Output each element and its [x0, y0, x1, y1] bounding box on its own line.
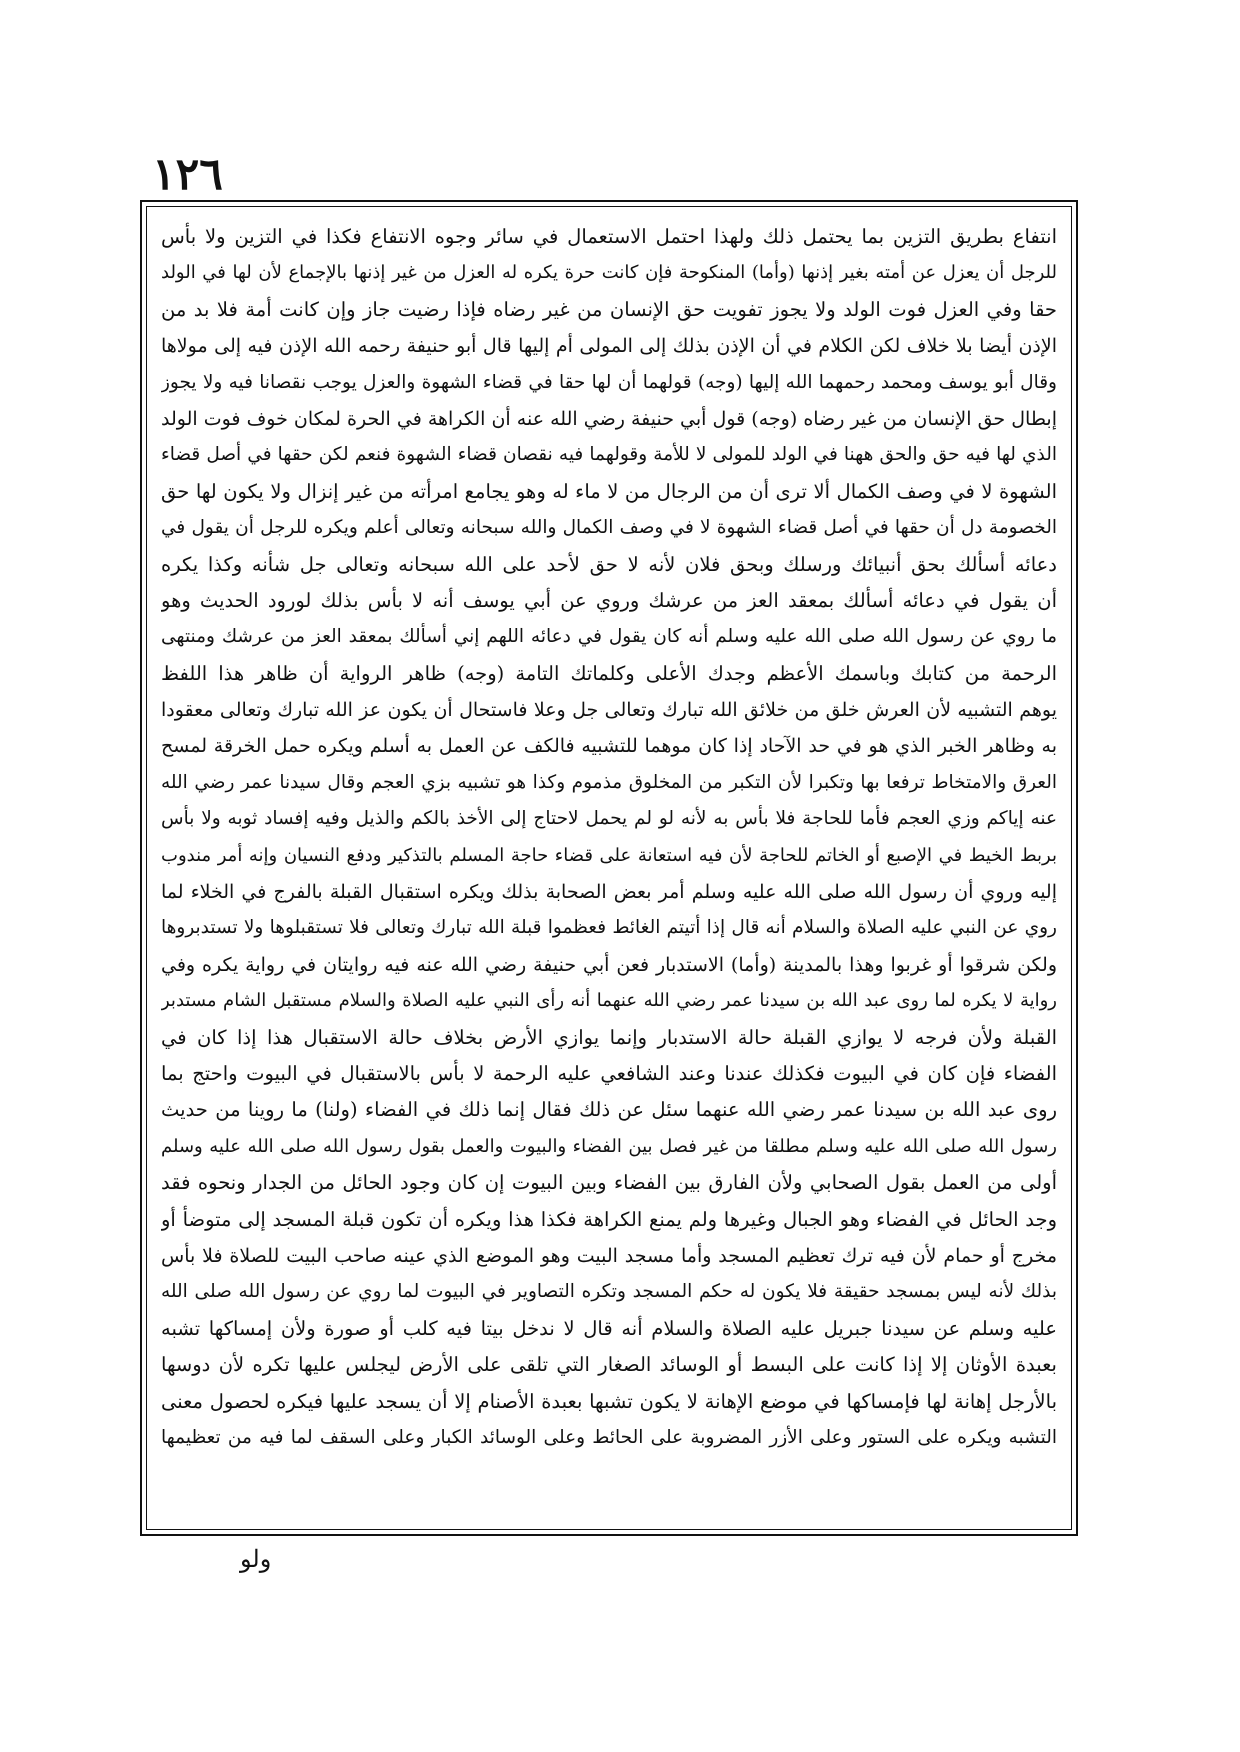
- text-line: أولى من العمل بقول الصحابي ولأن الفارق بين الفضاء وبين البيوت إن كان وجود الحائل من الجدار ونحوه فقد: [161, 1171, 1057, 1195]
- text-line: الشهوة لا في وصف الكمال ألا ترى أن من الرجال من لا ماء له وهو يجامع امرأته من غير إنزال ولا يكون لها حق: [161, 479, 1057, 503]
- text-line: بذلك لأنه ليس بمسجد حقيقة فلا يكون له حكم المسجد وتكره التصاوير في البيوت لما روي عن رسول الله صلى الله: [161, 1281, 1057, 1303]
- text-line: رسول الله صلى الله عليه وسلم مطلقا من غير فصل بين الفضاء والبيوت والعمل بقول رسول الله صلى الله عليه وسلم: [161, 1135, 1057, 1157]
- page-number: ١٢٦: [152, 149, 223, 200]
- text-line: إبطال حق الإنسان من غير رضاه (وجه) قول أبي حنيفة رضي الله عنه أن الكراهة في الحرة لمكان خوف فوت الولد: [161, 407, 1057, 430]
- text-line: للرجل أن يعزل عن أمته بغير إذنها (وأما) المنكوحة فإن كانت حرة يكره له العزل من غير إذنها بالإجماع لأن لها في الولد: [161, 262, 1057, 284]
- text-line: الخصومة دل أن حقها في أصل قضاء الشهوة لا في وصف الكمال والله سبحانه وتعالى أعلم ويكره للرجل أن يقول في: [161, 517, 1057, 539]
- text-line: إليه وروي أن رسول الله صلى الله عليه وسلم أمر بعض الصحابة بذلك ويكره استقبال القبلة بالفرج في الخلاء لما: [161, 881, 1057, 904]
- text-line: بالأرجل إهانة لها فإمساكها في موضع الإهانة لا يكون تشبها بعبدة الأصنام إلا أن يسجد عليها فيكره لحصول معنى: [161, 1389, 1057, 1413]
- text-line: روي عن النبي عليه الصلاة والسلام أنه قال إذا أتيتم الغائط فعظموا قبلة الله تبارك وتعالى فلا تستقبلوها ولا تستدبروها: [161, 917, 1057, 939]
- text-line: روى عبد الله بن سيدنا عمر رضي الله عنهما سئل عن ذلك فقال إنما ذلك في الفضاء (ولنا) ما روينا من حديث: [161, 1098, 1057, 1122]
- text-line: التشبه ويكره على الستور وعلى الأزر المضروبة على الحائط وعلى الوسائد الكبار وعلى السقف لما فيه من تعظيمها: [161, 1426, 1057, 1448]
- text-line: أن يقول في دعائه أسألك بمعقد العز من عرشك وروي عن أبي يوسف أنه لا بأس بذلك لورود الحديث وهو: [161, 588, 1057, 612]
- text-line: بربط الخيط في الإصبع أو الخاتم للحاجة لأن فيه استعانة على قضاء حاجة المسلم بالتذكير ودفع النسيان وإنه أمر مندوب: [161, 844, 1057, 866]
- text-line: الفضاء فإن كان في البيوت فكذلك عندنا وعند الشافعي عليه الرحمة لا بأس بالاستقبال في البيوت واحتج بما: [161, 1061, 1057, 1085]
- text-line: رواية لا يكره لما روى عبد الله بن سيدنا عمر رضي الله عنهما أنه رأى النبي عليه الصلاة والسلام مستقبل الشام مستدبر: [161, 990, 1057, 1012]
- main-text-body: [161, 219, 1057, 1456]
- text-line: مخرج أو حمام لأن فيه ترك تعظيم المسجد وأما مسجد البيت وهو الموضع الذي عينه صاحب البيت للصلاة فلا بأس: [161, 1244, 1057, 1267]
- catchword: ولو: [240, 1545, 272, 1573]
- text-line: العرق والامتخاط ترفعا بها وتكبرا لأن التكبر من المخلوق مذموم وكذا هو تشبيه بزي العجم وقال سيدنا عمر رضي الله: [161, 771, 1057, 793]
- text-line: انتفاع بطريق التزين بما يحتمل ذلك ولهذا احتمل الاستعمال في سائر وجوه الانتفاع فكذا في التزين ولا بأس: [161, 225, 1057, 248]
- text-line: بعبدة الأوثان إلا إذا كانت على البسط أو الوسائد الصغار التي تلقى على الأرض ليجلس عليها تكره لأن دوسها: [161, 1353, 1057, 1377]
- text-line: ولكن شرقوا أو غربوا وهذا بالمدينة (وأما) الاستدبار فعن أبي حنيفة رضي الله عنه فيه روايتان في رواية يكره وفي: [161, 953, 1057, 976]
- text-line: عليه وسلم عن سيدنا جبريل عليه الصلاة والسلام أنه قال لا ندخل بيتا فيه كلب أو صورة ولأن إمساكها تشبه: [161, 1316, 1057, 1340]
- text-line: الذي لها فيه حق والحق ههنا في الولد للمولى لا للأمة وقولهما فيه نقصان قضاء الشهوة فنعم لكن حقها في أصل قضاء: [161, 444, 1057, 466]
- text-line: الإذن أيضا بلا خلاف لكن الكلام في أن الإذن بذلك إلى المولى أم إليها قال أبو حنيفة رحمه الله الإذن فيه إلى مولاها: [161, 335, 1057, 358]
- text-frame-inner: [146, 206, 1072, 1530]
- text-line: وقال أبو يوسف ومحمد رحمهما الله إليها (وجه) قولهما أن لها حقا في قضاء الشهوة والعزل يوجب نقصانا فيه ولا يجوز: [161, 371, 1057, 393]
- text-line: به وظاهر الخبر الذي هو في حد الآحاد إذا كان موهما للتشبيه فالكف عن العمل به أسلم ويكره حمل الخرقة لمسح: [161, 735, 1057, 758]
- text-line: وجد الحائل في الفضاء وهو الجبال وغيرها ولم يمنع الكراهة فكذا هذا ويكره أن تكون قبلة المسجد إلى متوضأ أو: [161, 1207, 1057, 1231]
- text-line: ما روي عن رسول الله صلى الله عليه وسلم أنه كان يقول في دعائه اللهم إني أسألك بمعقد العز من عرشك ومنتهى: [161, 626, 1057, 648]
- text-line: الرحمة من كتابك وباسمك الأعظم وجدك الأعلى وكلماتك التامة (وجه) ظاهر الرواية أن ظاهر هذا اللفظ: [161, 661, 1057, 685]
- text-line: حقا وفي العزل فوت الولد ولا يجوز تفويت حق الإنسان من غير رضاه فإذا رضيت جاز وإن كانت أمة فلا بد من: [161, 297, 1057, 321]
- text-line: القبلة ولأن فرجه لا يوازي القبلة حالة الاستدبار وإنما يوازي الأرض بخلاف حالة الاستقبال هذا إذا كان في: [161, 1025, 1057, 1049]
- text-line: عنه إياكم وزي العجم فأما للحاجة فلا بأس به لأنه لو لم يحمل لاحتاج إلى الأخذ بالكم والذيل وفيه إفساد ثوبه ولا بأس: [161, 808, 1057, 830]
- text-line: يوهم التشبيه لأن العرش خلق من خلائق الله تبارك وتعالى جل وعلا فاستحال أن يكون عز الله تبارك وتعالى معقودا: [161, 699, 1057, 722]
- text-frame: [140, 200, 1078, 1536]
- text-line: دعائه أسألك بحق أنبيائك ورسلك وبحق فلان لأنه لا حق لأحد على الله سبحانه وتعالى جل شأنه وكذا يكره: [161, 552, 1057, 576]
